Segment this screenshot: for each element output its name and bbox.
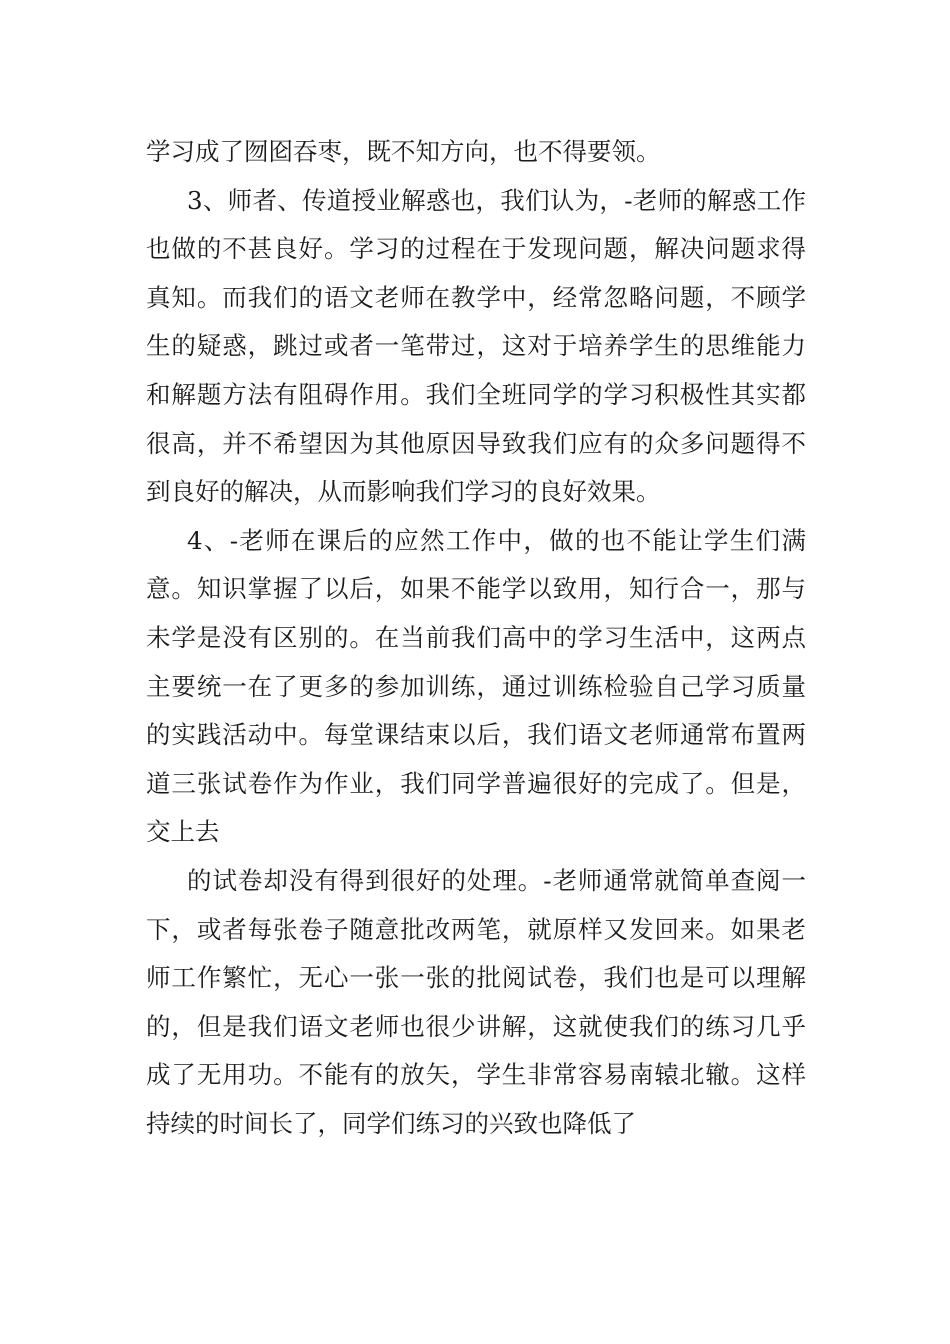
paragraph-point-4: 4、-老师在课后的应然工作中，做的也不能让学生们满意。知识掌握了以后，如果不能学以致用，知行合一，那与未学是没有区别的。在当前我们高中的学习生活中，这两点主要统一在了更多的参加训练，通过训练检验自己学习质量的实践活动中。每堂课结束以后，我们语文老师通常布置两道三张试卷作为作业，我们同学普遍很好的完成了。但是，交上去 xyxy=(146,525,806,847)
document-body xyxy=(146,128,806,1148)
paragraph-point-4-continued: 的试卷却没有得到很好的处理。-老师通常就简单查阅一下，或者每张卷子随意批改两笔，就原样又发回来。如果老师工作繁忙，无心一张一张的批阅试卷，我们也是可以理解的，但是我们语文老师也很少讲解，这就使我们的练习几乎成了无用功。不能有的放矢，学生非常容易南辕北辙。这样持续的时间长了，同学们练习的兴致也降低了 xyxy=(146,865,806,1138)
paragraph-continuation: 学习成了囫囵吞枣，既不知方向，也不得要领。 xyxy=(146,137,661,166)
paragraph-point-3: 3、师者、传道授业解惑也，我们认为，-老师的解惑工作也做的不甚良好。学习的过程在于发现问题，解决问题求得真知。而我们的语文老师在教学中，经常忽略问题，不顾学生的疑惑，跳过或者一笔带过，这对于培养学生的思维能力和解题方法有阻碍作用。我们全班同学的学习积极性其实都很高，并不希望因为其他原因导致我们应有的众多问题得不到良好的解决，从而影响我们学习的良好效果。 xyxy=(146,185,806,507)
